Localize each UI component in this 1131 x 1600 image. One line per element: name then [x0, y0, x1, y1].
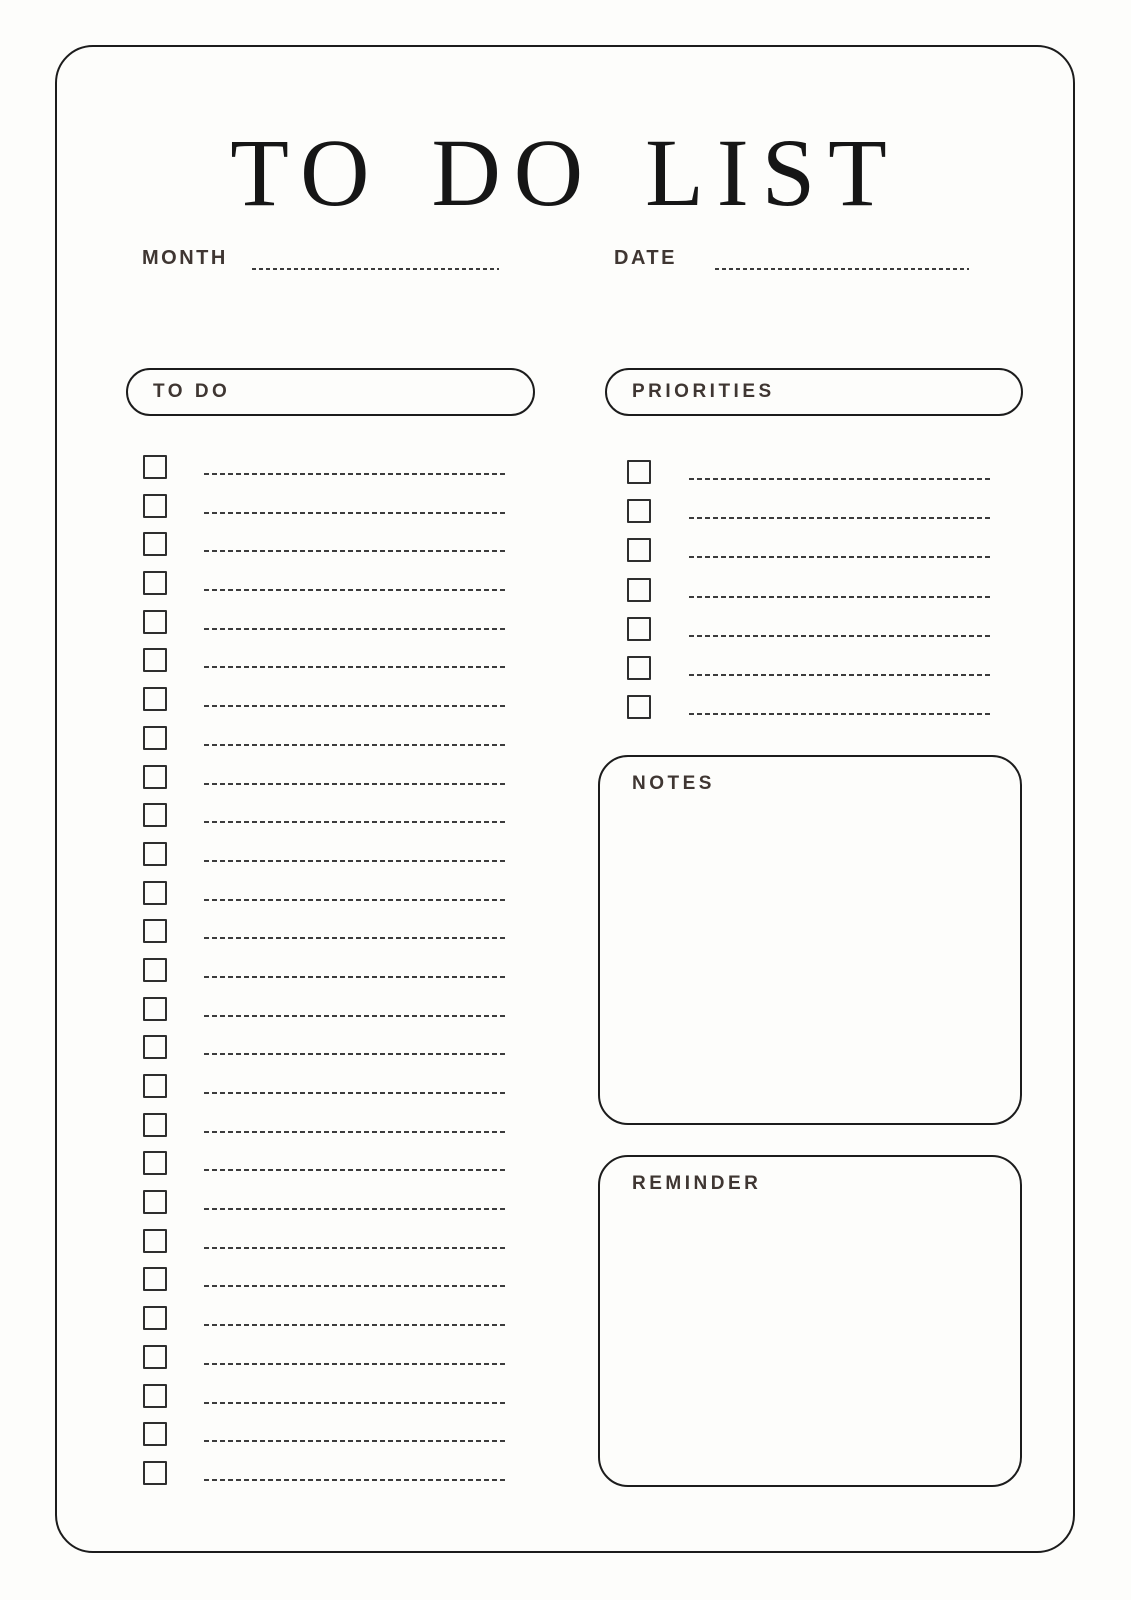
sheet-border: [55, 45, 1075, 1553]
checklist-row: [627, 460, 990, 484]
task-write-in-line[interactable]: [204, 783, 507, 785]
checkbox[interactable]: [143, 726, 167, 750]
checkbox[interactable]: [143, 997, 167, 1021]
checkbox[interactable]: [143, 1113, 167, 1137]
checkbox[interactable]: [143, 494, 167, 518]
priorities-section-header: [605, 368, 1023, 416]
task-write-in-line[interactable]: [204, 1363, 507, 1365]
checkbox[interactable]: [143, 648, 167, 672]
checklist-row: [143, 571, 507, 595]
checkbox[interactable]: [627, 578, 651, 602]
task-write-in-line[interactable]: [689, 713, 990, 715]
checkbox[interactable]: [143, 1035, 167, 1059]
checklist-row: [627, 538, 990, 562]
task-write-in-line[interactable]: [204, 821, 507, 823]
task-write-in-line[interactable]: [204, 1247, 507, 1249]
date-write-in-line[interactable]: [715, 268, 969, 270]
checklist-row: [143, 610, 507, 634]
checklist-row: [143, 842, 507, 866]
page-title: TO DO LIST: [230, 119, 900, 226]
checkbox[interactable]: [143, 803, 167, 827]
checklist-row: [143, 1229, 507, 1253]
checklist-row: [143, 1074, 507, 1098]
task-write-in-line[interactable]: [204, 705, 507, 707]
checklist-row: [143, 997, 507, 1021]
priorities-checklist: [627, 460, 990, 734]
checklist-row: [143, 881, 507, 905]
checkbox[interactable]: [143, 1422, 167, 1446]
task-write-in-line[interactable]: [204, 512, 507, 514]
checkbox[interactable]: [143, 1267, 167, 1291]
checklist-row: [143, 1422, 507, 1446]
task-write-in-line[interactable]: [204, 589, 507, 591]
checkbox[interactable]: [143, 610, 167, 634]
checklist-row: [143, 455, 507, 479]
checklist-row: [143, 687, 507, 711]
task-write-in-line[interactable]: [689, 635, 990, 637]
checklist-row: [143, 1461, 507, 1485]
checklist-row: [627, 656, 990, 680]
checklist-row: [143, 1267, 507, 1291]
task-write-in-line[interactable]: [204, 1092, 507, 1094]
todo-section-label: TO DO: [153, 381, 231, 402]
checklist-row: [143, 494, 507, 518]
notes-box: [598, 755, 1022, 1125]
reminder-label: REMINDER: [632, 1173, 762, 1194]
checklist-row: [143, 1384, 507, 1408]
checkbox[interactable]: [627, 617, 651, 641]
checkbox[interactable]: [627, 460, 651, 484]
checkbox[interactable]: [143, 687, 167, 711]
checkbox[interactable]: [627, 656, 651, 680]
checkbox[interactable]: [627, 499, 651, 523]
checkbox[interactable]: [143, 532, 167, 556]
task-write-in-line[interactable]: [204, 1285, 507, 1287]
task-write-in-line[interactable]: [204, 1169, 507, 1171]
checklist-row: [143, 803, 507, 827]
todo-section-header: [126, 368, 535, 416]
task-write-in-line[interactable]: [204, 899, 507, 901]
task-write-in-line[interactable]: [204, 937, 507, 939]
task-write-in-line[interactable]: [204, 1324, 507, 1326]
checklist-row: [143, 1306, 507, 1330]
task-write-in-line[interactable]: [204, 473, 507, 475]
task-write-in-line[interactable]: [689, 556, 990, 558]
checkbox[interactable]: [143, 919, 167, 943]
task-write-in-line[interactable]: [204, 1208, 507, 1210]
checklist-row: [143, 648, 507, 672]
checkbox[interactable]: [143, 571, 167, 595]
checklist-row: [143, 1113, 507, 1137]
task-write-in-line[interactable]: [204, 550, 507, 552]
checkbox[interactable]: [143, 1461, 167, 1485]
month-write-in-line[interactable]: [252, 268, 499, 270]
checklist-row: [143, 958, 507, 982]
checklist-row: [627, 499, 990, 523]
reminder-box: [598, 1155, 1022, 1487]
checkbox[interactable]: [627, 538, 651, 562]
checklist-row: [627, 578, 990, 602]
task-write-in-line[interactable]: [689, 517, 990, 519]
checkbox[interactable]: [143, 765, 167, 789]
task-write-in-line[interactable]: [204, 976, 507, 978]
checkbox[interactable]: [143, 1229, 167, 1253]
checklist-row: [143, 765, 507, 789]
task-write-in-line[interactable]: [204, 628, 507, 630]
task-write-in-line[interactable]: [204, 744, 507, 746]
checklist-row: [627, 695, 990, 719]
checklist-row: [143, 726, 507, 750]
checkbox[interactable]: [143, 1384, 167, 1408]
checkbox[interactable]: [143, 455, 167, 479]
task-write-in-line[interactable]: [204, 860, 507, 862]
checklist-row: [143, 1151, 507, 1175]
task-write-in-line[interactable]: [204, 1131, 507, 1133]
task-write-in-line[interactable]: [204, 1479, 507, 1481]
task-write-in-line[interactable]: [204, 666, 507, 668]
notes-write-in-area[interactable]: [610, 805, 1010, 1113]
checkbox[interactable]: [143, 1074, 167, 1098]
reminder-write-in-area[interactable]: [610, 1205, 1010, 1475]
month-label: MONTH: [142, 247, 228, 269]
checklist-row: [143, 1190, 507, 1214]
task-write-in-line[interactable]: [689, 596, 990, 598]
checklist-row: [143, 1345, 507, 1369]
checklist-row: [627, 617, 990, 641]
todo-checklist: [143, 455, 507, 1500]
date-label: DATE: [614, 247, 677, 269]
checklist-row: [143, 919, 507, 943]
checkbox[interactable]: [143, 1306, 167, 1330]
checkbox[interactable]: [143, 1151, 167, 1175]
checkbox[interactable]: [143, 881, 167, 905]
task-write-in-line[interactable]: [689, 674, 990, 676]
checkbox[interactable]: [143, 958, 167, 982]
task-write-in-line[interactable]: [204, 1402, 507, 1404]
notes-label: NOTES: [632, 773, 715, 794]
checklist-row: [143, 532, 507, 556]
task-write-in-line[interactable]: [204, 1440, 507, 1442]
priorities-section-label: PRIORITIES: [632, 381, 775, 402]
task-write-in-line[interactable]: [204, 1053, 507, 1055]
checkbox[interactable]: [627, 695, 651, 719]
checklist-row: [143, 1035, 507, 1059]
task-write-in-line[interactable]: [689, 478, 990, 480]
checkbox[interactable]: [143, 842, 167, 866]
checkbox[interactable]: [143, 1345, 167, 1369]
task-write-in-line[interactable]: [204, 1015, 507, 1017]
checkbox[interactable]: [143, 1190, 167, 1214]
